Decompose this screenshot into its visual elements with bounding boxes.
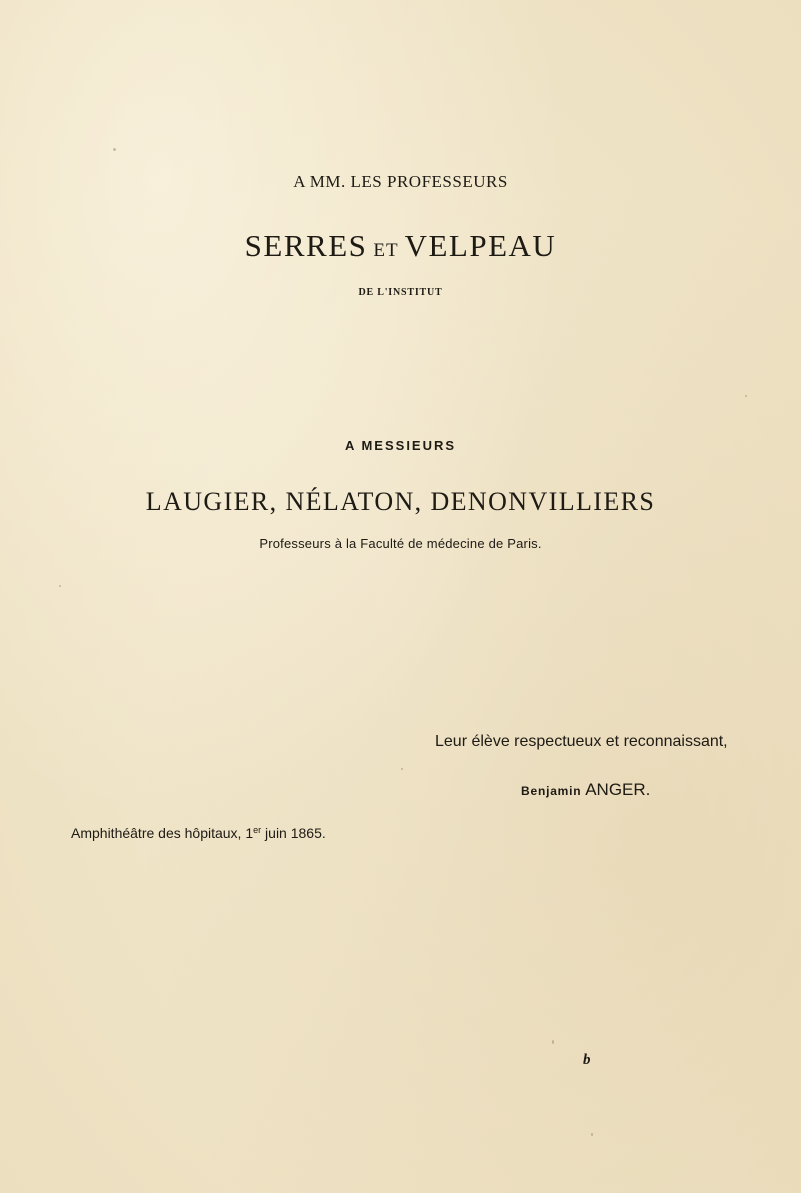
closing-line: Leur élève respectueux et reconnaissant, — [435, 733, 728, 750]
place-date — [71, 825, 326, 841]
dedication-names-2: LAUGIER, NÉLATON, DENONVILLIERS — [145, 487, 656, 516]
paper-speck — [745, 395, 747, 397]
author-given-name: Benjamin — [521, 784, 582, 798]
dedication-intro-1: A MM. LES PROFESSEURS — [293, 172, 508, 191]
dedication-intro-2: A MESSIEURS — [344, 438, 457, 453]
author-name — [521, 780, 650, 800]
paper-speck — [59, 585, 61, 587]
date-day-suffix: er — [253, 825, 262, 835]
conjunction: ET — [373, 240, 399, 261]
signature-mark: b — [583, 1052, 591, 1068]
paper-speck — [552, 1040, 554, 1044]
affiliation: DE L'INSTITUT — [358, 287, 443, 298]
professor-title: Professeurs à la Faculté de médecine de Paris. — [259, 536, 542, 551]
dedication-names-1 — [0, 228, 801, 264]
name-serres: SERRES — [244, 228, 368, 263]
author-surname: ANGER. — [585, 780, 651, 799]
paper-speck — [113, 148, 116, 151]
date-day: 1 — [245, 825, 254, 841]
place: Amphithéâtre des hôpitaux, — [71, 825, 242, 841]
paper-speck — [401, 768, 403, 770]
paper-speck — [591, 1133, 593, 1136]
date-rest: juin 1865. — [265, 825, 326, 841]
name-velpeau: VELPEAU — [404, 228, 557, 263]
